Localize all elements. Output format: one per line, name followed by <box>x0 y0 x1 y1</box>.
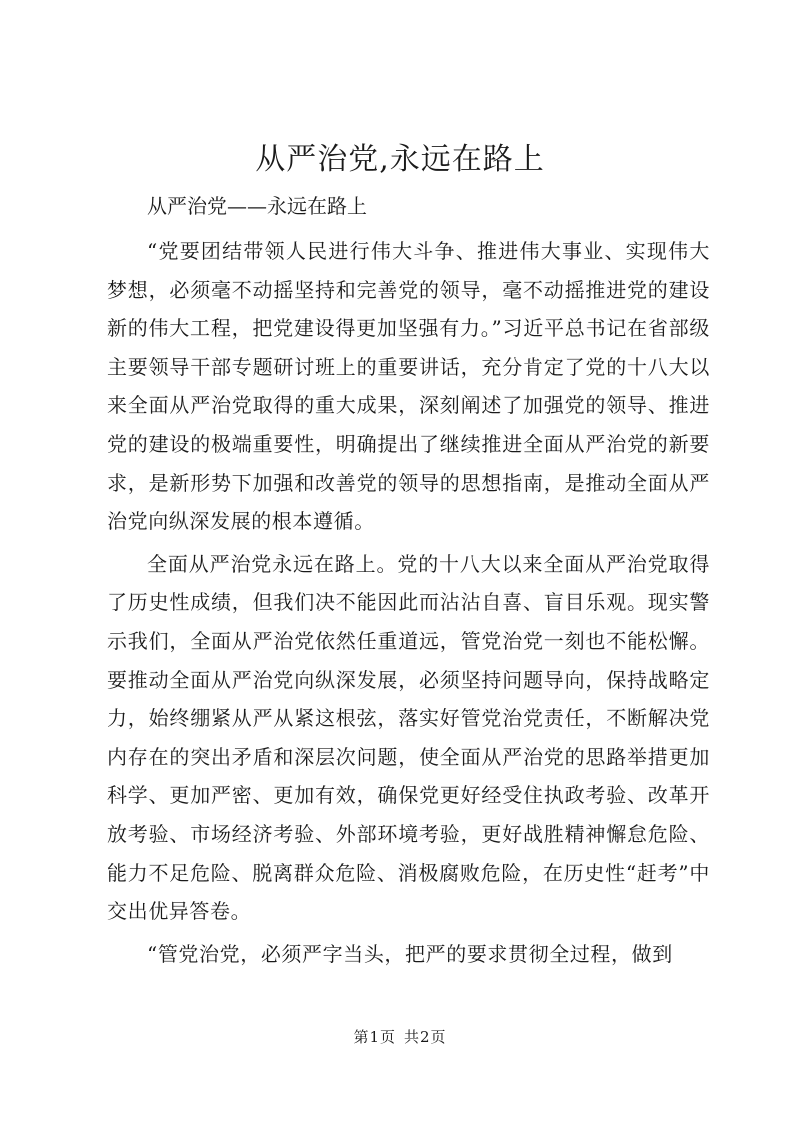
paragraph-3: “管党治党，必须严字当头，把严的要求贯彻全过程，做到 <box>147 941 673 966</box>
page-number: 第1页 <box>353 1028 396 1046</box>
document-subtitle: 从严治党——永远在路上 <box>147 194 367 218</box>
paragraph-1: “党要团结带领人民进行伟大斗争、推进伟大事业、实现伟大梦想，必须毫不动摇坚持和完善党的领导，毫不动摇推进党的建设新的伟大工程，把党建设得更加坚强有力。”习近平总书记在省部级主要领导干部专题研讨班上的重要讲话，充分肯定了党的十八大以来全面从严治党取得的重大成果，深刻阐述了加强党的领导、推进党的建设的极端重要性，明确提出了继续推进全面从严治党的新要求，是新形势下加强和改善党的领导的思想指南，是推动全面从严治党向纵深发展的根本遵循。 <box>107 239 710 534</box>
page-footer <box>0 1027 800 1047</box>
page-total: 共2页 <box>404 1028 447 1046</box>
paragraph-2: 全面从严治党永远在路上。党的十八大以来全面从严治党取得了历史性成绩，但我们决不能因此而沾沾自喜、盲目乐观。现实警示我们，全面从严治党依然任重道远，管党治党一刻也不能松懈。要推动全面从严治党向纵深发展，必须坚持问题导向，保持战略定力，始终绷紧从严从紧这根弦，落实好管党治党责任，不断解决党内存在的突出矛盾和深层次问题，使全面从严治党的思路举措更加科学、更加严密、更加有效，确保党更好经受住执政考验、改革开放考验、市场经济考验、外部环境考验，更好战胜精神懈怠危险、能力不足危险、脱离群众危险、消极腐败危险，在历史性“赶考”中交出优异答卷。 <box>107 551 710 924</box>
document-body <box>107 186 710 973</box>
document-title: 从严治党,永远在路上 <box>255 142 545 177</box>
